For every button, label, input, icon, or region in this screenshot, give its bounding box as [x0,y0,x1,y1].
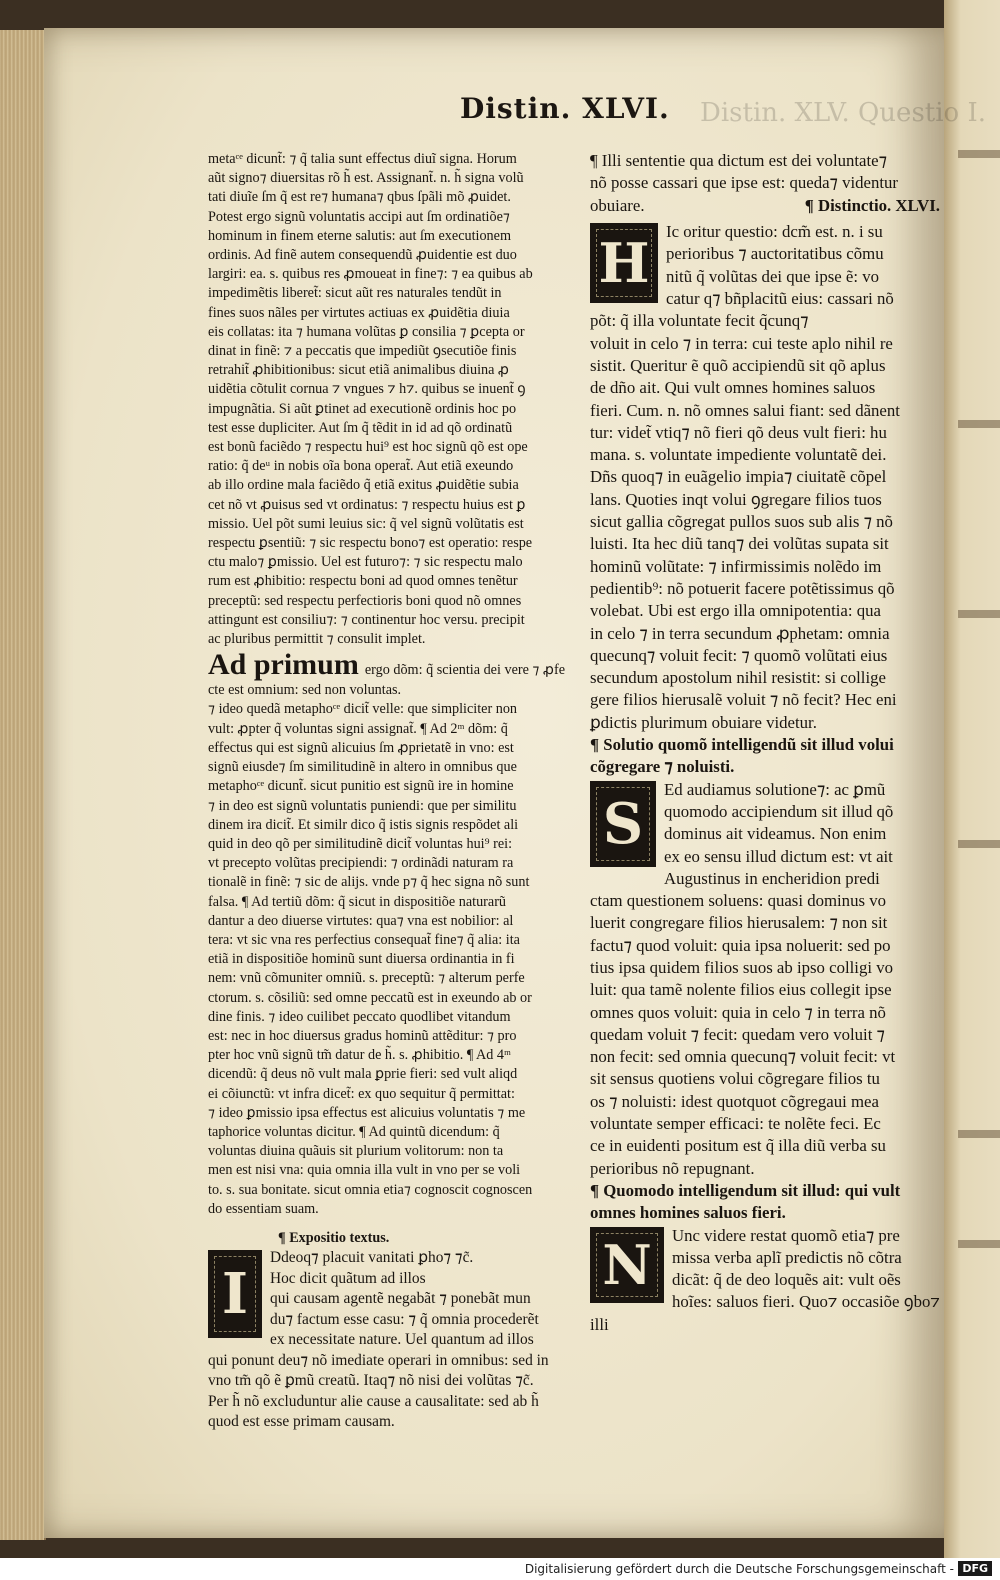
dfg-logo: DFG [958,1561,992,1576]
left-paragraph-2 [208,649,580,1219]
bleed-through-title: Distin. XLV. Questio I. [700,98,986,128]
left-paragraph-2-text: ergo dõm: q̃ scientia dei vere ⁊ ꝓfe cte est omnium: sed non voluntas. ⁊ ideo quedã metaphoᶜᵉ dicit̃ velle: que simpliciter non vult: ꝓpter q̃ voluntas signi assignat̃. ¶ Ad 2ᵐ dõm: q̃ effectus qui est signũ alicuius ſm ꝓprietatẽ in vno: est signũ eiusde⁊ ſm similitudinẽ in altero in omnibus que metaphoᶜᵉ dicunt̃. sicut punitio est signũ ire in homine ⁊ in deo est signũ voluntatis puniendi: que per similitu dinem ira dicit̃. Et similr dico q̃ istis signis respõdet ali quid in deo qõ per similitudinẽ dicit̃ voluntas hui⁹ rei: vt precepto volũtas precipiendi: ⁊ ordinãdi naturam ra tionalẽ in finẽ: ⁊ sic de alijs. vnde p⁊ q̃ hec signa nõ sunt falsa. ¶ Ad tertiũ dõm: q̃ sicut in dispositiõe naturarũ dantur a deo diuerse virtutes: qua⁊ vna est nobilior: al tera: vt sic vna res perfectius consequat̃ fine⁊ q̃ alia: ita etiã in dispositiõe hominũ sunt diuersa ordinantia in fi nem: vnũ cõmuniter omniũ. s. preceptũ: ⁊ alterum perfe ctorum. s. cõsiliũ: sed omne peccatũ est in exeundo ab or dine finis. ⁊ ideo cuilibet peccato quodlibet vitandum est: nec in hoc diuersus gradus hominũ attẽditur: ⁊ pro pter hoc vnũ signũ tm̃ datur de h̃. s. ꝓhibitio. ¶ Ad 4ᵐ dicendũ: q̃ deus nõ vult mala ꝑprie fieri: sed vult aliqd ei cõiunctũ: vt infra dicet̃: ex quo sequitur q̃ permittat: ⁊ ideo ꝑmissio ipsa effectus est alicuius voluntatis ⁊ me taphorice voluntas dicitur. ¶ Ad quintũ dicendum: q̃ voluntas diuina quãuis sit plurium volitorum: non ta men est nisi vna: quia omnia illa vult in vno per se voli to. s. sua bonitate. sicut omnia etia⁊ cognoscit cognoscen do essentiam suam. [208,662,566,1217]
right-column [590,150,940,1336]
footer-credit: Digitalisierung gefördert durch die Deutsche Forschungsgemeinschaft - [524,1562,954,1576]
next-page-edge [944,0,1000,1558]
left-paragraph-3: Ddeoq⁊ placuit vanitati ꝑho⁊ ⁊c̃. Hoc dicit quãtum ad illos qui causam agentẽ negabãt ⁊ ponebãt mun du⁊ factum esse casu: ⁊ q̃ omnia procederẽt ex necessitate nature. Uel quantum ad illos qui ponunt deu⁊ nõ imediate operari in omnibus: sed in vno tm̃ qõ ẽ ꝑmũ creatũ. Itaq⁊ nõ nisi dei volũtas ⁊c̃. Per h̃ nõ excluduntur alie cause a causalitate: sed ab h̃ quod est esse primam causam. [208,1249,549,1431]
right-paragraph-3: Ed audiamus solutione⁊: ac ꝑmũ quomodo accipiendum sit illud qõ dominus ait videamus. Non enim ex eo sensu illud dictum est: vt ait Augustinus in encheridion predi ctam questionem soluens: quasi dominus vo luerit congregare filios hierusalem: ⁊ non sit factu⁊ quod voluit: quia ipsa noluerit: sed po tius ipsa quidem filios suos ab ipso colligi vo luit: qua tamẽ nolente filios eius collegit ipse omnes quos voluit: quia in celo ⁊ in terra nõ quedam voluit ⁊ fecit: quedam vero voluit ⁊ non fecit: sed omnia quecunq⁊ voluit fecit: vt sit sensus quotiens volui cõgregare filios tu os ⁊ noluisti: idest quotquot cõgregaui mea voluntate semper efficaci: te nolẽte feci. Ec ce in euidenti positum est q̃ illa diũ verba su perioribus nõ repugnant. [590,779,896,1178]
decorated-initial-I [208,1250,262,1338]
digitization-footer [0,1558,1000,1580]
distinctio-heading: ¶ Distinctio. XLVI. [804,195,940,215]
solutio-heading: ¶ Solutio quomõ intelligendũ sit illud volui cõgregare ⁊ noluisti. [590,735,894,777]
decorated-initial-N [590,1227,664,1303]
decorated-initial-S [590,781,656,867]
initial-letter-N: N [602,1232,652,1297]
initial-letter-S: S [602,790,644,857]
page-edges-left [0,30,46,1540]
ad-primum-heading: Ad primum [208,648,359,682]
left-column [208,150,580,1433]
running-title: Distin. XLVI. [460,92,670,125]
expositio-heading: ¶ Expositio textus. [278,1229,390,1246]
initial-letter-I: I [221,1261,249,1328]
right-paragraph-2: Ic oritur questio: dcm̃ est. n. i su perioribus ⁊ auctoritatibus cõmu nitũ q̃ volũtas dei que ipse ẽ: vo catur q⁊ bñplacitũ eius: cassari nõ põt: q̃ illa voluntate fecit q̃cunq⁊ voluit in celo ⁊ in terra: cui teste aplo nihil re sistit. Queritur ẽ quõ accipiendũ sit qõ aplus de dño ait. Qui vult omnes homines saluos fieri. Cum. n. nõ omnes salui fiant: sed dãnent tur: videt̃ vtiq⁊ nõ fieri qõ deus vult fieri: hu mana. s. voluntate impediente voluntatẽ dei. Dñs quoq⁊ in euãgelio impia⁊ ciuitatẽ cõpel lans. Quoties inqt volui ꝯgregare filios tuos sicut gallia cõgregat pullos suos sub alis ⁊ nõ luisti. Ita hec diũ tanq⁊ dei volũtas supata sit hominũ volũtate: ⁊ infirmissimis nolẽdo im pedientib⁹: nõ potuerit facere potẽtissimus qõ volebat. Ubi est ergo illa omnipotentia: qua in celo ⁊ in terra secundum ꝓphetam: omnia quecunq⁊ voluit fecit: ⁊ quomõ volũtati eius secundum apostolum nihil resistit: si collige gere filios hierusalẽ voluit ⁊ nõ fecit? Hec eni ꝑdictis plurimum obuiare videtur. [590,222,900,732]
quomodo-heading: ¶ Quomodo intelligendum sit illud: qui vult omnes homines saluos fieri. [590,1180,901,1223]
decorated-initial-H [590,223,658,303]
running-header [460,92,986,132]
left-paragraph-1: metaᶜᵉ dicunt̃: ⁊ q̃ talia sunt effectus diuĩ signa. Horum aũt signo⁊ diuersitas rõ h̃ est. Assignant̃. n. h̃ signa volũ tati diuĩe ſm q̃ est re⁊ humana⁊ qbus ſpãli mõ ꝓuidet. Potest ergo signũ voluntatis accipi aut ſm ordinatiõe⁊ hominum in finem eterne salutis: aut ſm executionem ordinis. Ad finẽ autem consequendũ ꝓuidentie est duo largiri: ea. s. quibus res ꝓmoueat in fine⁊: ⁊ ea quibus ab impedimẽtis liberet̃: sicut aũt res naturales tendũt in fines suos nãles per virtutes actiuas ex ꝓuidẽtia diuia eis collatas: ita ⁊ humana volũtas ꝑ consilia ⁊ ꝑcepta or dinat in finẽ: ⁊ a peccatis que impediũt ꝯsecutiõe finis retrahit̃ ꝓhibitionibus: sicut etiã animalibus diuina ꝓ uidẽtia cõtulit cornua ⁊ vngues ⁊ h⁊. quibus se inuent̃ ꝯ impugnãtia. Si aũt ꝑtinet ad executionẽ ordinis hoc po test esse dupliciter. Aut ſm q̃ tẽdit in id ad qõ ordinatũ est bonũ faciẽdo ⁊ respectu hui⁹ est hoc signũ qõ est ope ratio: q̃ deᵘ in nobis oĩa bona operat̃. Aut etiã exeundo ab illo ordine mala faciẽdo q̃ etiã exitus ꝓuidẽtie subia cet nõ vt ꝓuisus sed vt ordinatus: ⁊ respectu huius est ꝑ missio. Uel põt sumi leuius sic: q̃ vel signũ volũtatis est respectu ꝑsentiũ: ⁊ sic respectu bono⁊ est operatio: respe ctu malo⁊ ꝑmissio. Uel est futuro⁊: ⁊ sic respectu malo rum est ꝓhibitio: respectu boni ad quod omnes tenẽtur preceptũ: sed respectu perfectioris boni quod nõ omnes attingunt est consiliu⁊: ⁊ continentur hoc versu. precipit ac pluribus permittit ⁊ consulit implet. [208,151,533,648]
right-paragraph-4: Unc videre restat quomõ etia⁊ pre missa verba aplĩ predictis nõ cõtra dicãt: q̃ de deo loquẽs ait: vult oẽs hoĩes: saluos fieri. Quo⁊ occasiõe ꝯbo⁊ illi [590,1225,940,1334]
right-paragraph-1: ¶ Illi sententie qua dictum est dei voluntate⁊ nõ posse cassari que ipse est: queda⁊ videntur obuiare. [590,151,898,215]
initial-letter-H: H [598,231,650,296]
